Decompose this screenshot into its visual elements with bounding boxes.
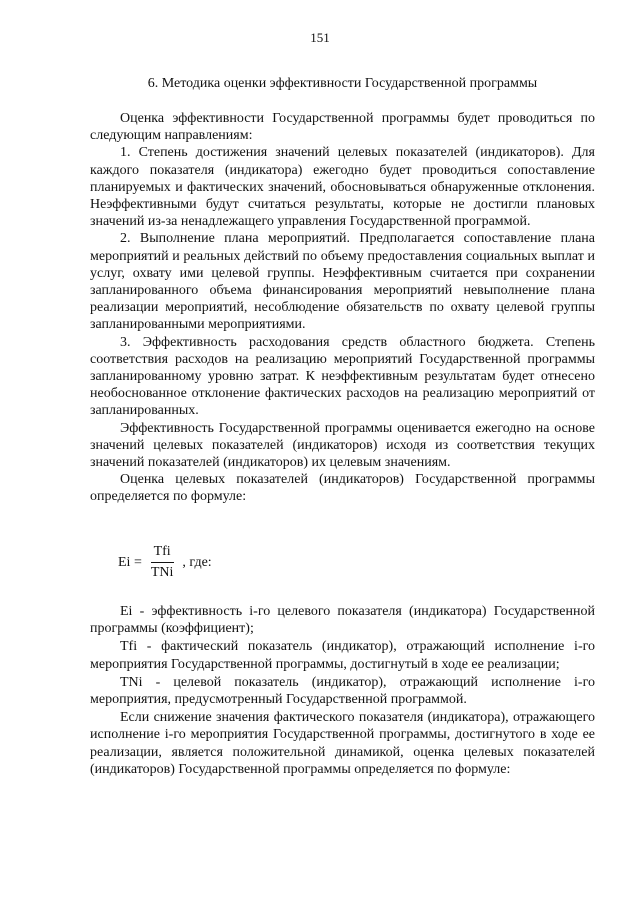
intro-paragraph: Оценка эффективности Государственной программы будет проводиться по следующим направлениям: bbox=[90, 111, 595, 144]
formula-numerator: Tfi bbox=[151, 544, 174, 563]
formula-intro-paragraph: Оценка целевых показателей (индикаторов) Государственной программы определяется по формуле: bbox=[90, 472, 595, 505]
page-number: 151 bbox=[310, 30, 330, 45]
section-body bbox=[90, 110, 595, 506]
formula-denominator: TNi bbox=[150, 565, 174, 580]
criterion-2-paragraph: 2. Выполнение плана мероприятий. Предполагается сопоставление плана мероприятий и реальных действий по объему предоставления социальных выплат и услуг, охвату ими целевой группы. Неэффективным считается при сохранении запланированного объема финансирования мероприятий невыполнение плана реализации мероприятий, несоблюдение обязательств по охвату целевой группы запланированными мероприятиями. bbox=[90, 231, 595, 333]
annual-assessment-paragraph: Эффективность Государственной программы оценивается ежегодно на основе значений целевых показателей (индикаторов) исходя из соответствия текущих значений показателей (индикаторов) их целевым значениям. bbox=[90, 420, 595, 471]
formula-definitions bbox=[90, 603, 595, 778]
definition-ei: Ei - эффективность i-го целевого показателя (индикатора) Государственной программы (коэффициент); bbox=[90, 604, 595, 637]
formula-suffix: , где: bbox=[182, 554, 212, 570]
criterion-1-paragraph: 1. Степень достижения значений целевых показателей (индикаторов). Для каждого показателя (индикатора) ежегодно будет проводиться сопоставление планируемых и фактических значений, обосновываться обнаруженные отклонения. Неэффективными будут считаться результаты, которые не достигли плановых значений из-за ненадлежащего управления Государственной программой. bbox=[90, 145, 595, 230]
definition-tfi: Tfi - фактический показатель (индикатор), отражающий исполнение i-го мероприятия Государственной программы, достигнутый в ходе ее реализации; bbox=[90, 639, 595, 672]
efficiency-formula bbox=[118, 544, 212, 581]
section-title: 6. Методика оценки эффективности Государственной программы bbox=[147, 76, 538, 91]
definition-tni: TNi - целевой показатель (индикатор), отражающий исполнение i-го мероприятия, предусмотренный Государственной программой. bbox=[90, 674, 595, 708]
formula-fraction bbox=[148, 544, 177, 581]
decrease-case-paragraph: Если снижение значения фактического показателя (индикатора), отражающего исполнение i-го мероприятия Государственной программы, достигнутого в ходе ее реализации, является положительной динамикой, оценка целевых показателей (индикаторов) Государственной программы определяется по формуле: bbox=[90, 710, 595, 777]
formula-lhs: Ei = bbox=[118, 554, 142, 570]
criterion-3-paragraph: 3. Эффективность расходования средств областного бюджета. Степень соответствия расходов на реализацию мероприятий Государственной программы запланированному уровню затрат. К неэффективным результатам будет отнесено необоснованное отклонение фактических расходов на реализацию мероприятий от запланированных. bbox=[90, 334, 595, 419]
